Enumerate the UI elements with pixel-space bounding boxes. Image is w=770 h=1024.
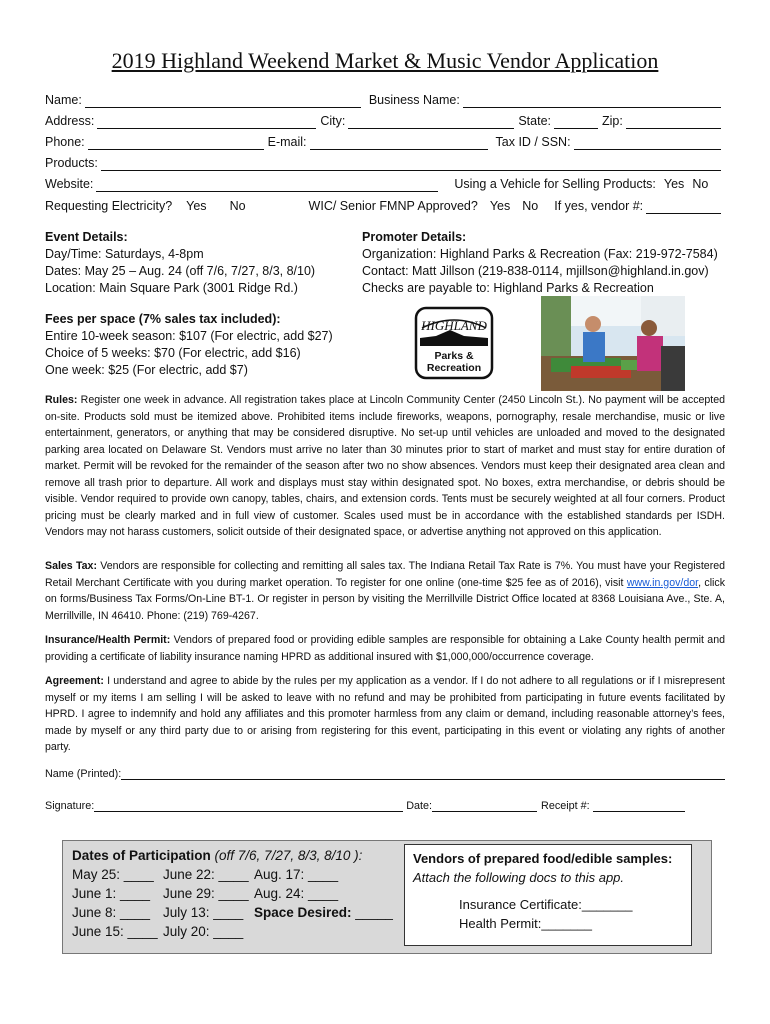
- website-row: [45, 176, 725, 192]
- promoter-line: Checks are payable to: Highland Parks & Recreation: [362, 281, 654, 295]
- market-photo: [541, 296, 685, 391]
- wic-label: WIC/ Senior FMNP Approved?: [308, 199, 478, 213]
- event-line: Dates: May 25 – Aug. 24 (off 7/6, 7/27, 8/3, 8/10): [45, 264, 316, 278]
- name-printed-field[interactable]: [121, 768, 725, 780]
- signature-label: Signature:: [45, 800, 95, 812]
- website-label: Website:: [45, 177, 94, 191]
- zip-label: Zip:: [602, 114, 623, 128]
- products-label: Products:: [45, 156, 98, 170]
- sales-tax-label: Sales Tax:: [45, 560, 97, 572]
- sales-tax-text: Vendors are responsible for collecting and remitting all sales tax. The Indiana Retail Tax Rate is 7%. You must have your Registered Retail Merchant Certificate with you during market operation. To register for one online (one-time $25 fee as of 2016), visit: [45, 560, 726, 589]
- rules-label: Rules:: [45, 394, 78, 406]
- date-aug-17[interactable]: Aug. 17: ____: [254, 867, 339, 882]
- receipt-field[interactable]: [593, 800, 685, 812]
- vendor-number-field[interactable]: [646, 201, 721, 214]
- highland-parks-logo: [414, 306, 494, 380]
- samples-heading: Vendors of prepared food/edible samples:: [413, 851, 673, 866]
- tax-id-field[interactable]: [574, 137, 721, 150]
- promoter-line: Contact: Matt Jillson (219-838-0114, mjillson@highland.in.gov): [362, 264, 709, 278]
- participation-heading: Dates of Participation: [72, 848, 211, 863]
- participation-note: (off 7/6, 7/27, 8/3, 8/10 ):: [210, 848, 363, 863]
- name-printed-row: [45, 768, 725, 780]
- logo-text-highland: HIGHLAND: [421, 318, 487, 333]
- state-label: State:: [518, 114, 552, 128]
- email-field[interactable]: [310, 137, 488, 150]
- fees-heading: Fees per space (7% sales tax included):: [45, 312, 281, 326]
- sales-tax-paragraph: [45, 558, 725, 624]
- date-june-22[interactable]: June 22: ____: [163, 867, 249, 882]
- wic-yes[interactable]: Yes: [489, 199, 511, 213]
- rules-paragraph: [45, 392, 725, 541]
- products-row: [45, 155, 725, 171]
- website-field[interactable]: [96, 179, 438, 192]
- vehicle-yes[interactable]: Yes: [663, 177, 685, 191]
- fee-line: Choice of 5 weeks: $70 (For electric, add $16): [45, 346, 301, 360]
- promoter-heading: Promoter Details:: [362, 230, 467, 244]
- insurance-label: Insurance/Health Permit:: [45, 634, 171, 646]
- date-field[interactable]: [432, 800, 537, 812]
- fees-section: [45, 311, 333, 379]
- electricity-no[interactable]: No: [229, 199, 246, 213]
- sales-tax-text-2: , click on forms/Business Tax Forms/On-Line BT-1. Or register in person by visiting the Merrillville District Office located at 8368 Louisiana Ave., Ste. A, Merrillville, IN 46410. Phone: (219) 769-4267.: [45, 576, 725, 622]
- state-field[interactable]: [554, 116, 598, 129]
- address-row: [45, 113, 725, 129]
- receipt-label: Receipt #:: [541, 800, 590, 812]
- city-field[interactable]: [348, 116, 514, 129]
- name-label: Name:: [45, 93, 82, 107]
- space-desired[interactable]: [254, 903, 393, 922]
- space-desired-label: Space Desired:: [254, 905, 352, 920]
- page-title: 2019 Highland Weekend Market & Music Vendor Application: [111, 48, 659, 73]
- date-july-13[interactable]: July 13: ____: [163, 905, 244, 920]
- logo-text-parks: Parks &: [434, 350, 474, 362]
- products-field[interactable]: [101, 158, 721, 171]
- fee-line: One week: $25 (For electric, add $7): [45, 363, 248, 377]
- tax-id-label: Tax ID / SSN:: [495, 135, 571, 149]
- address-label: Address:: [45, 114, 95, 128]
- name-row: [45, 92, 725, 108]
- samples-box: [404, 844, 692, 946]
- date-july-20[interactable]: July 20: ____: [163, 924, 244, 939]
- date-aug-24[interactable]: Aug. 24: ____: [254, 886, 339, 901]
- space-desired-blank: _____: [351, 905, 393, 920]
- date-june-15[interactable]: June 15: ____: [72, 924, 158, 939]
- electricity-row: [45, 198, 725, 214]
- participation-dates: [72, 846, 393, 941]
- agreement-paragraph: [45, 673, 725, 756]
- event-heading: Event Details:: [45, 230, 128, 244]
- city-label: City:: [320, 114, 346, 128]
- agreement-text: I understand and agree to abide by the rules per my application as a vendor. If I do not adhere to all regulations or if I misrepresent myself or my items I am selling I will be asked to leave with no refund and may be prohibited from participating in future events facilitated by HPRD. I agree to indemnify and hold any affiliates and this promoter harmless from any claim or demand, including reasonable attorney’s fees, made by myself or any third party due to or arising from registering for this event, participating in this event or violating any rights of another party.: [45, 675, 725, 753]
- event-line: Day/Time: Saturdays, 4-8pm: [45, 247, 204, 261]
- event-details: [45, 229, 315, 297]
- fee-line: Entire 10-week season: $107 (For electric, add $27): [45, 329, 333, 343]
- vehicle-label: Using a Vehicle for Selling Products:: [454, 177, 656, 191]
- name-field[interactable]: [85, 95, 361, 108]
- vendor-number-label: If yes, vendor #:: [554, 199, 644, 213]
- insurance-certificate-line[interactable]: Insurance Certificate:_______: [459, 897, 633, 912]
- health-permit-line[interactable]: Health Permit:_______: [459, 916, 592, 931]
- date-june-1[interactable]: June 1: ____: [72, 886, 151, 901]
- phone-label: Phone:: [45, 135, 85, 149]
- insurance-paragraph: [45, 632, 725, 665]
- zip-field[interactable]: [626, 116, 721, 129]
- signature-field[interactable]: [94, 800, 403, 812]
- samples-subheading: Attach the following docs to this app.: [413, 870, 625, 885]
- phone-row: [45, 134, 725, 150]
- business-name-label: Business Name:: [368, 93, 460, 107]
- date-june-29[interactable]: June 29: ____: [163, 886, 249, 901]
- vehicle-no[interactable]: No: [692, 177, 709, 191]
- date-may-25[interactable]: May 25: ____: [72, 867, 154, 882]
- name-printed-label: Name (Printed):: [45, 768, 122, 780]
- event-line: Location: Main Square Park (3001 Ridge Rd.): [45, 281, 298, 295]
- phone-field[interactable]: [88, 137, 264, 150]
- promoter-details: [362, 229, 718, 297]
- rules-text: Register one week in advance. All registration takes place at Lincoln Community Center (2450 Lincoln St.). No payment will be accepted on-site. Products sold must be itemized above. Prohibited items include fireworks, weapons, pornography, resale merchandise, music or live entertainment, generators, or anything that may be considered disruptive. No set-up until vehicles are unloaded and moved to the designated parking area located on Delaware St. Vendors must arrive no later than 30 minutes prior to start of market and must stay for entire duration of market. Permit will be revoked for the remainder of the season after two no show absences. Vendors must keep their designated area clean and remove all trash prior to departure. All work and displays must stay within designated spot. No boxes, extra merchandise, or debris should be visible. Vendor required to provide own canopy, tables, chairs, and extension cords. Tents must be securely weighted at all four corners. Product pricing must be clearly marked and in full view of customer. Scales used must be in accordance with the established standards per ISDH. Vendors may not harass customers, solicit outside of their designated space, or advertise anything not approved on this application.: [45, 394, 725, 538]
- address-field[interactable]: [97, 116, 316, 129]
- signature-row: [45, 800, 725, 812]
- date-label: Date:: [406, 800, 433, 812]
- date-june-8[interactable]: June 8: ____: [72, 905, 151, 920]
- wic-no[interactable]: No: [522, 199, 539, 213]
- agreement-label: Agreement:: [45, 675, 104, 687]
- business-name-field[interactable]: [463, 95, 721, 108]
- electricity-label: Requesting Electricity?: [45, 199, 173, 213]
- promoter-line: Organization: Highland Parks & Recreation (Fax: 219-972-7584): [362, 247, 718, 261]
- email-label: E-mail:: [267, 135, 307, 149]
- dor-link[interactable]: www.in.gov/dor: [626, 576, 699, 589]
- logo-text-recreation: Recreation: [426, 362, 482, 374]
- insurance-text: Vendors of prepared food or providing edible samples are responsible for obtaining a Lake County health permit and providing a certificate of liability insurance naming HPRD as additional insured with $1,000,000/occurrence coverage.: [45, 634, 725, 663]
- electricity-yes[interactable]: Yes: [186, 199, 207, 213]
